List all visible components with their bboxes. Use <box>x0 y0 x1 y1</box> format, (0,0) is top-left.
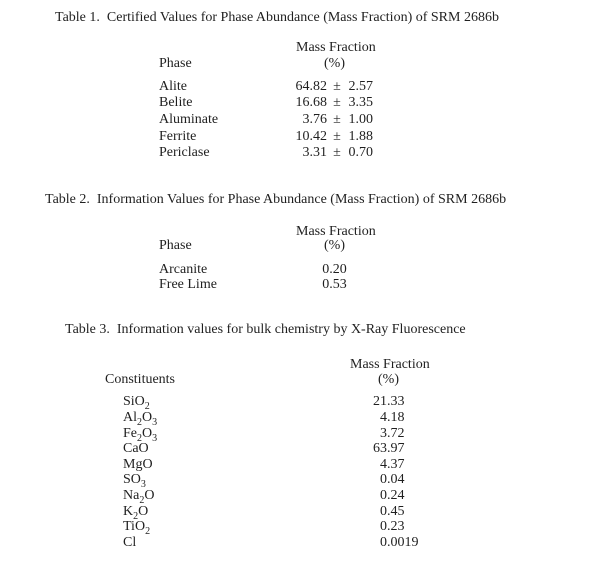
table3-mass-fraction-header: Mass Fraction <box>350 357 430 372</box>
constituent-label: $Fe_2O_3$ <box>123 425 158 444</box>
mass-fraction-value-int: 0 <box>380 472 387 488</box>
uncertainty-value: 1.00 <box>348 111 373 127</box>
mass-fraction-value: 0.20 <box>322 262 347 277</box>
table-row <box>0 457 603 474</box>
mass-fraction-value: 0.53 <box>322 277 347 293</box>
table-row <box>0 426 603 443</box>
table-row <box>0 472 603 489</box>
constituent-label: MgO <box>123 456 153 472</box>
mass-fraction-value-frac: .0019 <box>387 534 419 550</box>
mass-fraction-value: 16.68 <box>295 95 327 111</box>
mass-fraction-value-int: 3 <box>380 425 387 441</box>
uncertainty-value: 2.57 <box>348 78 373 94</box>
mass-fraction-value-int: 21 <box>373 394 387 410</box>
table3-constituents-header: Constituents <box>105 372 176 387</box>
mass-fraction-value: 64.82 <box>295 78 327 94</box>
mass-fraction-value-int: 63 <box>373 441 387 457</box>
phase-label: Belite <box>159 95 193 111</box>
mass-fraction-value-frac: .24 <box>387 487 405 503</box>
table-row <box>0 519 603 536</box>
table1-phase-header: Phase <box>159 56 192 71</box>
mass-fraction-value-frac: .37 <box>387 456 405 472</box>
table3-title: Table 3. Information values for bulk chemistry by X-Ray Fluorescence <box>65 322 466 337</box>
table2-title: Table 2. Information Values for Phase Abundance (Mass Fraction) of SRM 2686b <box>45 192 507 207</box>
phase-label: Arcanite <box>159 262 208 277</box>
table-row <box>0 95 603 112</box>
mass-fraction-value-int: 0 <box>380 487 387 503</box>
constituent-label: $SO_3$ <box>123 472 146 491</box>
plus-minus-symbol: ± <box>333 95 341 111</box>
table-row <box>0 441 603 458</box>
constituent-label: $Na_2O$ <box>123 487 155 506</box>
constituent-label: $K_2O$ <box>123 503 149 522</box>
mass-fraction-value-frac: .45 <box>387 503 405 519</box>
table-row <box>0 394 603 411</box>
table-row <box>0 112 603 129</box>
table3-percent-header: (%) <box>378 372 399 387</box>
phase-label: Aluminate <box>159 111 219 127</box>
mass-fraction-value: 10.42 <box>295 128 327 144</box>
mass-fraction-value: 3.76 <box>302 111 327 127</box>
table1-mass-fraction-header: Mass Fraction <box>296 40 376 55</box>
phase-label: Alite <box>159 78 187 94</box>
mass-fraction-value-int: 0 <box>380 534 387 550</box>
mass-fraction-value: 3.31 <box>302 145 327 161</box>
plus-minus-symbol: ± <box>333 128 341 144</box>
constituent-label: TiO$_2$ <box>123 519 151 537</box>
constituent-label: CaO <box>123 441 149 457</box>
mass-fraction-value-frac: .23 <box>387 519 405 535</box>
table2-percent-header: (%) <box>324 238 345 253</box>
plus-minus-symbol: ± <box>333 78 341 94</box>
table-row <box>0 277 603 294</box>
phase-label: Periclase <box>159 145 210 161</box>
table-row <box>0 410 603 427</box>
table-row <box>0 129 603 146</box>
mass-fraction-value-frac: .33 <box>387 394 405 410</box>
constituent-label: Cl <box>123 534 137 550</box>
mass-fraction-value-frac: .97 <box>387 441 405 457</box>
mass-fraction-value-int: 4 <box>380 456 387 472</box>
uncertainty-value: 3.35 <box>348 95 373 111</box>
table1-percent-header: (%) <box>324 56 345 71</box>
phase-label: Free Lime <box>159 277 217 293</box>
mass-fraction-value-int: 4 <box>380 409 387 425</box>
table2-mass-fraction-header: Mass Fraction <box>296 224 376 239</box>
constituent-label: SiO$_2$ <box>123 394 150 413</box>
mass-fraction-value-int: 0 <box>380 503 387 519</box>
table-row <box>0 145 603 162</box>
mass-fraction-value-frac: .72 <box>387 425 405 441</box>
table-row <box>0 504 603 521</box>
table1-title: Table 1. Certified Values for Phase Abundance (Mass Fraction) of SRM 2686b <box>55 10 499 25</box>
plus-minus-symbol: ± <box>333 111 341 127</box>
table2-phase-header: Phase <box>159 238 192 253</box>
table-row <box>0 535 603 552</box>
phase-label: Ferrite <box>159 128 197 144</box>
constituent-label: $Al_2O_3$ <box>123 409 158 428</box>
mass-fraction-value-frac: .18 <box>387 409 405 425</box>
plus-minus-symbol: ± <box>333 145 341 161</box>
table-row <box>0 488 603 505</box>
table-row <box>0 79 603 96</box>
uncertainty-value: 1.88 <box>348 128 373 144</box>
mass-fraction-value-int: 0 <box>380 519 387 535</box>
mass-fraction-value-frac: .04 <box>387 472 405 488</box>
uncertainty-value: 0.70 <box>348 145 373 161</box>
